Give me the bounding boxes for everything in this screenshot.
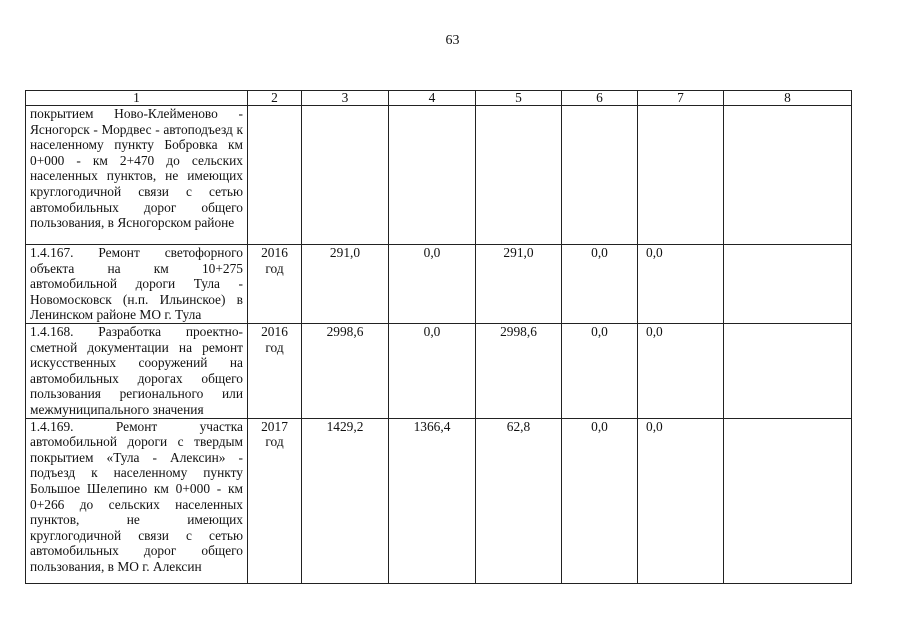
table-row bbox=[26, 245, 852, 324]
header-row bbox=[26, 91, 852, 106]
row-col3: 2998,6 bbox=[302, 323, 389, 418]
row-description: 1.4.167. Ремонт светофорного объекта на км 10+275 автомобильной дороги Тула - Новомосковск (н.п. Ильинское) в Ленинском районе МО г. Тула bbox=[26, 245, 248, 324]
table-row bbox=[26, 323, 852, 418]
row-col7 bbox=[638, 106, 724, 245]
row-col6: 0,0 bbox=[562, 418, 638, 583]
row-col4 bbox=[389, 106, 476, 245]
row-col5: 62,8 bbox=[476, 418, 562, 583]
col-header-7: 7 bbox=[638, 91, 724, 106]
row-col5: 2998,6 bbox=[476, 323, 562, 418]
col-header-8: 8 bbox=[724, 91, 852, 106]
row-col8 bbox=[724, 418, 852, 583]
col-header-2: 2 bbox=[248, 91, 302, 106]
col-header-3: 3 bbox=[302, 91, 389, 106]
row-col3: 291,0 bbox=[302, 245, 389, 324]
row-col3 bbox=[302, 106, 389, 245]
row-col7: 0,0 bbox=[638, 323, 724, 418]
row-col4: 0,0 bbox=[389, 323, 476, 418]
row-col8 bbox=[724, 245, 852, 324]
row-col4: 1366,4 bbox=[389, 418, 476, 583]
col-header-1: 1 bbox=[26, 91, 248, 106]
row-description: 1.4.168. Разработка проектно-сметной документации на ремонт искусственных сооружений на автомобильных дорогах общего пользования регионального или межмуниципального значения bbox=[26, 323, 248, 418]
row-col5: 291,0 bbox=[476, 245, 562, 324]
row-col6: 0,0 bbox=[562, 245, 638, 324]
row-col5 bbox=[476, 106, 562, 245]
page-number: 63 bbox=[445, 33, 460, 48]
row-year: 2016 год bbox=[248, 245, 302, 324]
row-description: покрытием Ново-Клейменово - Ясногорск - Мордвес - автоподъезд к населенному пункту Бобровка км 0+000 - км 2+470 до сельских населенных пунктов, не имеющих круглогодичной связи с сетью автомобильных дорог общего пользования, в Ясногорском районе bbox=[26, 106, 248, 245]
table-row bbox=[26, 106, 852, 245]
row-col3: 1429,2 bbox=[302, 418, 389, 583]
col-header-6: 6 bbox=[562, 91, 638, 106]
col-header-4: 4 bbox=[389, 91, 476, 106]
row-col4: 0,0 bbox=[389, 245, 476, 324]
row-year bbox=[248, 106, 302, 245]
row-col6 bbox=[562, 106, 638, 245]
row-col8 bbox=[724, 106, 852, 245]
row-year: 2017 год bbox=[248, 418, 302, 583]
row-description: 1.4.169. Ремонт участка автомобильной дороги с твердым покрытием «Тула - Алексин» - подъезд к населенному пункту Большое Шелепино км 0+000 - км 0+266 до сельских населенных пунктов, не имеющих круглогодичной связи с сетью автомобильных дорог общего пользования, в МО г. Алексин bbox=[26, 418, 248, 583]
row-year: 2016 год bbox=[248, 323, 302, 418]
data-table bbox=[25, 90, 852, 584]
col-header-5: 5 bbox=[476, 91, 562, 106]
row-col7: 0,0 bbox=[638, 418, 724, 583]
table-row bbox=[26, 418, 852, 583]
row-col6: 0,0 bbox=[562, 323, 638, 418]
row-col7: 0,0 bbox=[638, 245, 724, 324]
row-col8 bbox=[724, 323, 852, 418]
